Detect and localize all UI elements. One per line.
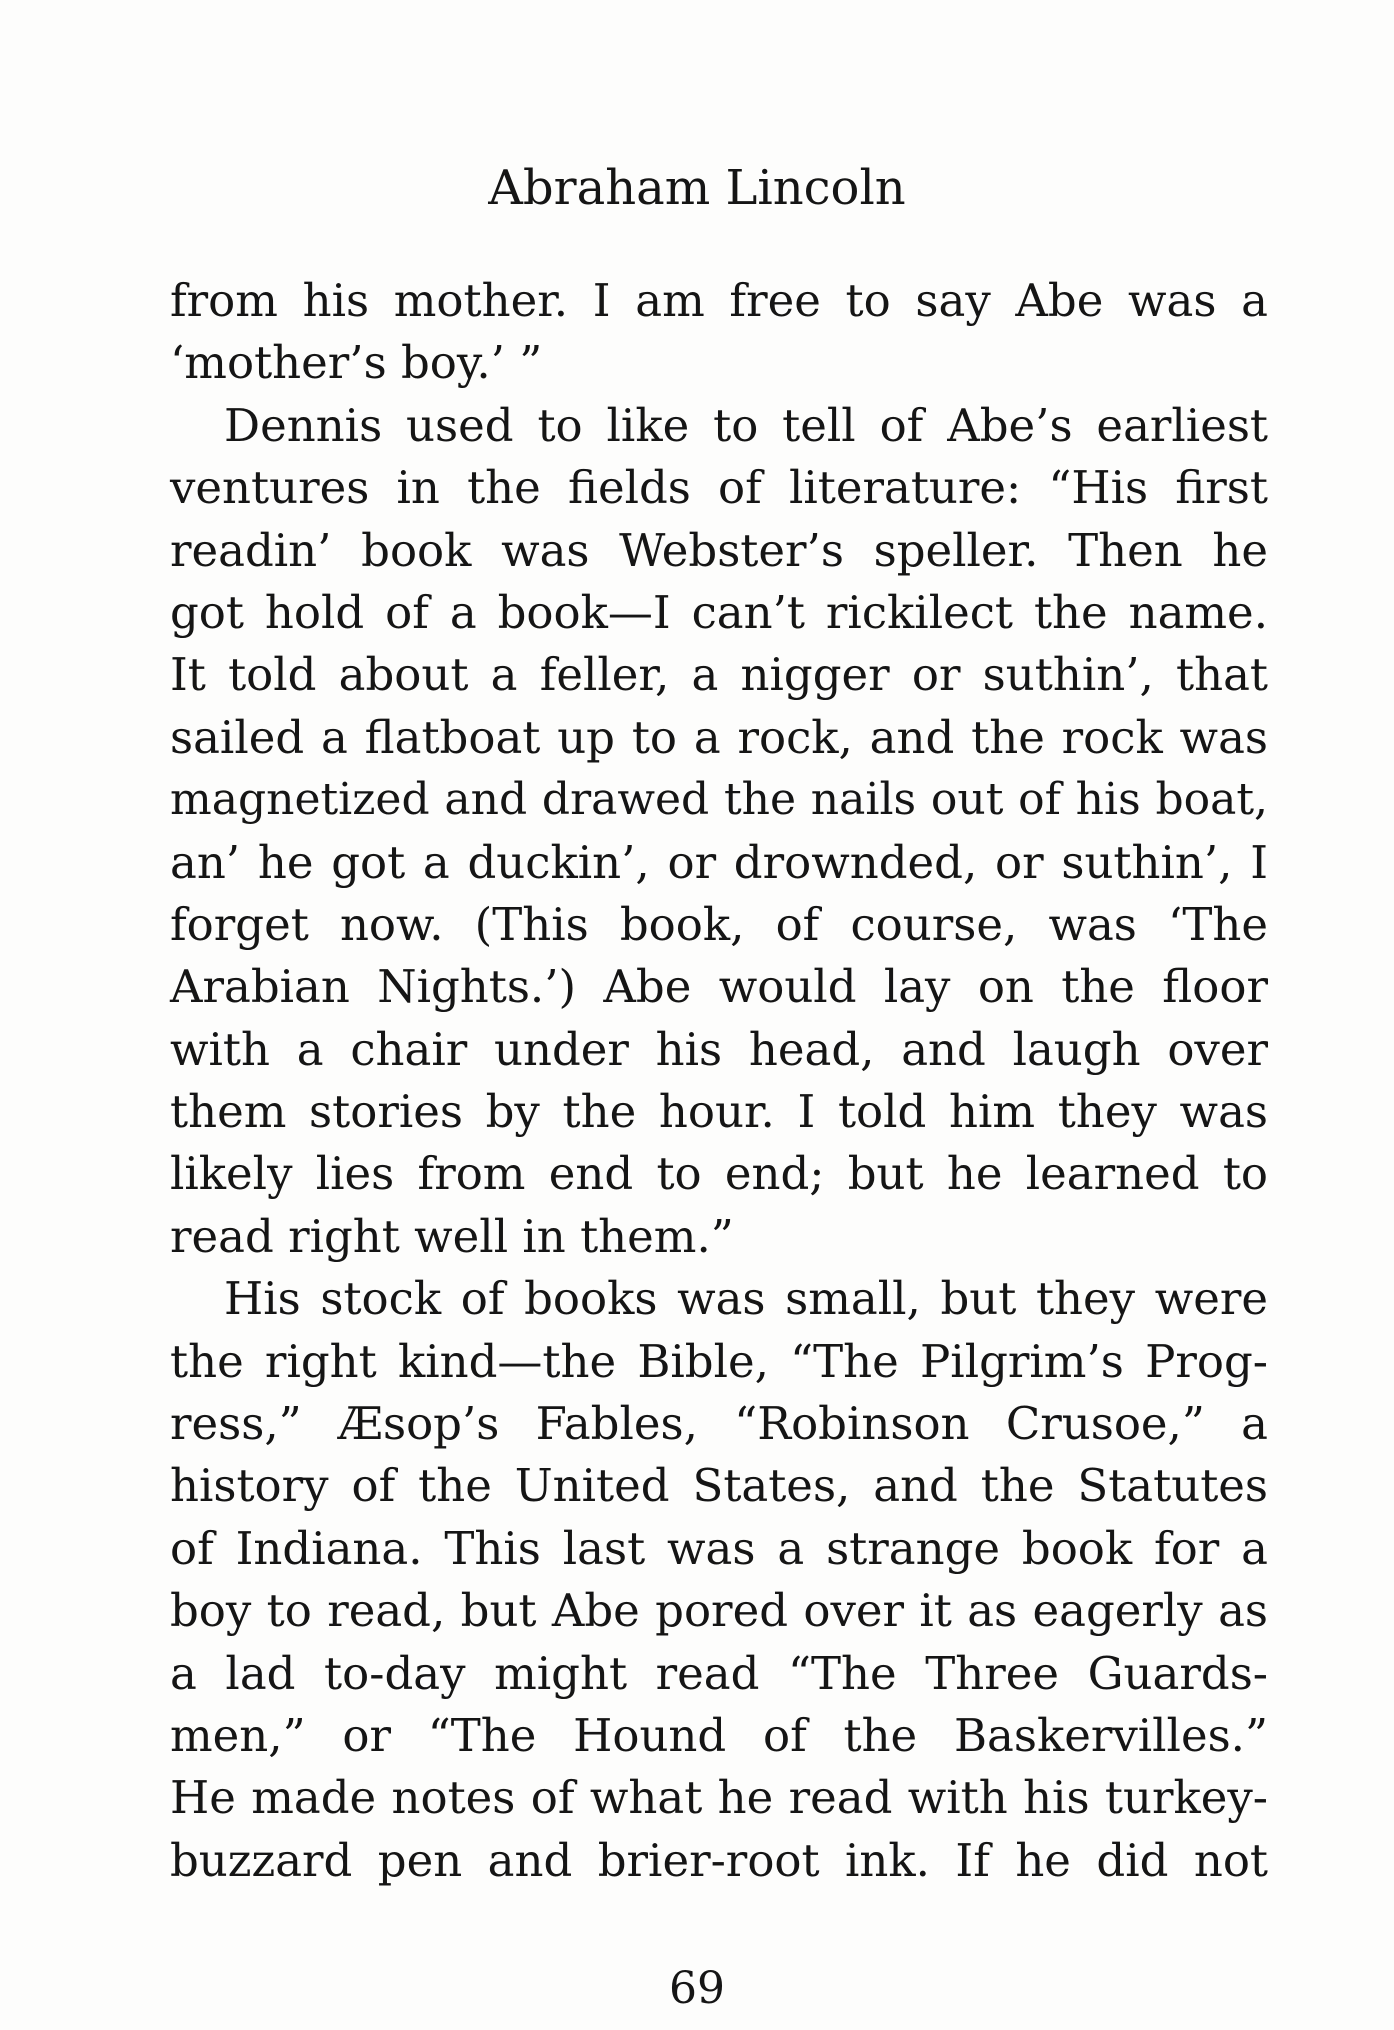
text-line: boy to read, but Abe pored over it as eagerly as bbox=[170, 1584, 1268, 1638]
text-line: with a chair under his head, and laugh over bbox=[170, 1022, 1268, 1076]
text-line: ress,” Æsop’s Fables, “Robinson Crusoe,” a bbox=[170, 1397, 1268, 1451]
text-line: from his mother. I am free to say Abe was a bbox=[170, 274, 1268, 327]
text-line: He made notes of what he read with his turkey- bbox=[170, 1771, 1268, 1825]
page-number: 69 bbox=[669, 1963, 725, 2014]
text-line: read right well in them.” bbox=[170, 1209, 734, 1263]
text-line: ventures in the fields of literature: “His first bbox=[170, 461, 1268, 515]
text-line: It told about a feller, a nigger or suthin’, that bbox=[170, 648, 1268, 702]
text-line: forget now. (This book, of course, was ‘The bbox=[170, 897, 1268, 951]
text-line: buzzard pen and brier-root ink. If he did not bbox=[170, 1833, 1268, 1887]
text-line: the right kind—the Bible, “The Pilgrim’s Prog- bbox=[170, 1334, 1268, 1388]
text-line: of Indiana. This last was a strange book for a bbox=[170, 1521, 1268, 1575]
text-line: ‘mother’s boy.’ ” bbox=[170, 336, 543, 390]
text-line: His stock of books was small, but they were bbox=[224, 1272, 1268, 1326]
text-line: an’ he got a duckin’, or drownded, or suthin’, I bbox=[170, 835, 1268, 889]
text-line: likely lies from end to end; but he learned to bbox=[170, 1147, 1268, 1201]
text-line: got hold of a book—I can’t rickilect the name. bbox=[170, 585, 1268, 639]
running-head: Abraham Lincoln bbox=[488, 160, 906, 216]
text-line: Arabian Nights.’) Abe would lay on the floor bbox=[170, 960, 1268, 1014]
text-line: magnetized and drawed the nails out of his boat, bbox=[170, 774, 1268, 826]
text-line: men,” or “The Hound of the Baskervilles.” bbox=[170, 1708, 1268, 1762]
text-line: sailed a flatboat up to a rock, and the rock was bbox=[170, 710, 1268, 764]
text-line: a lad to-day might read “The Three Guards- bbox=[170, 1646, 1268, 1700]
text-line: history of the United States, and the Statutes bbox=[170, 1459, 1268, 1513]
text-line: readin’ book was Webster’s speller. Then he bbox=[170, 523, 1268, 577]
text-line: Dennis used to like to tell of Abe’s earliest bbox=[224, 398, 1268, 452]
text-line: them stories by the hour. I told him they was bbox=[170, 1085, 1268, 1139]
body-text bbox=[170, 270, 1268, 1892]
